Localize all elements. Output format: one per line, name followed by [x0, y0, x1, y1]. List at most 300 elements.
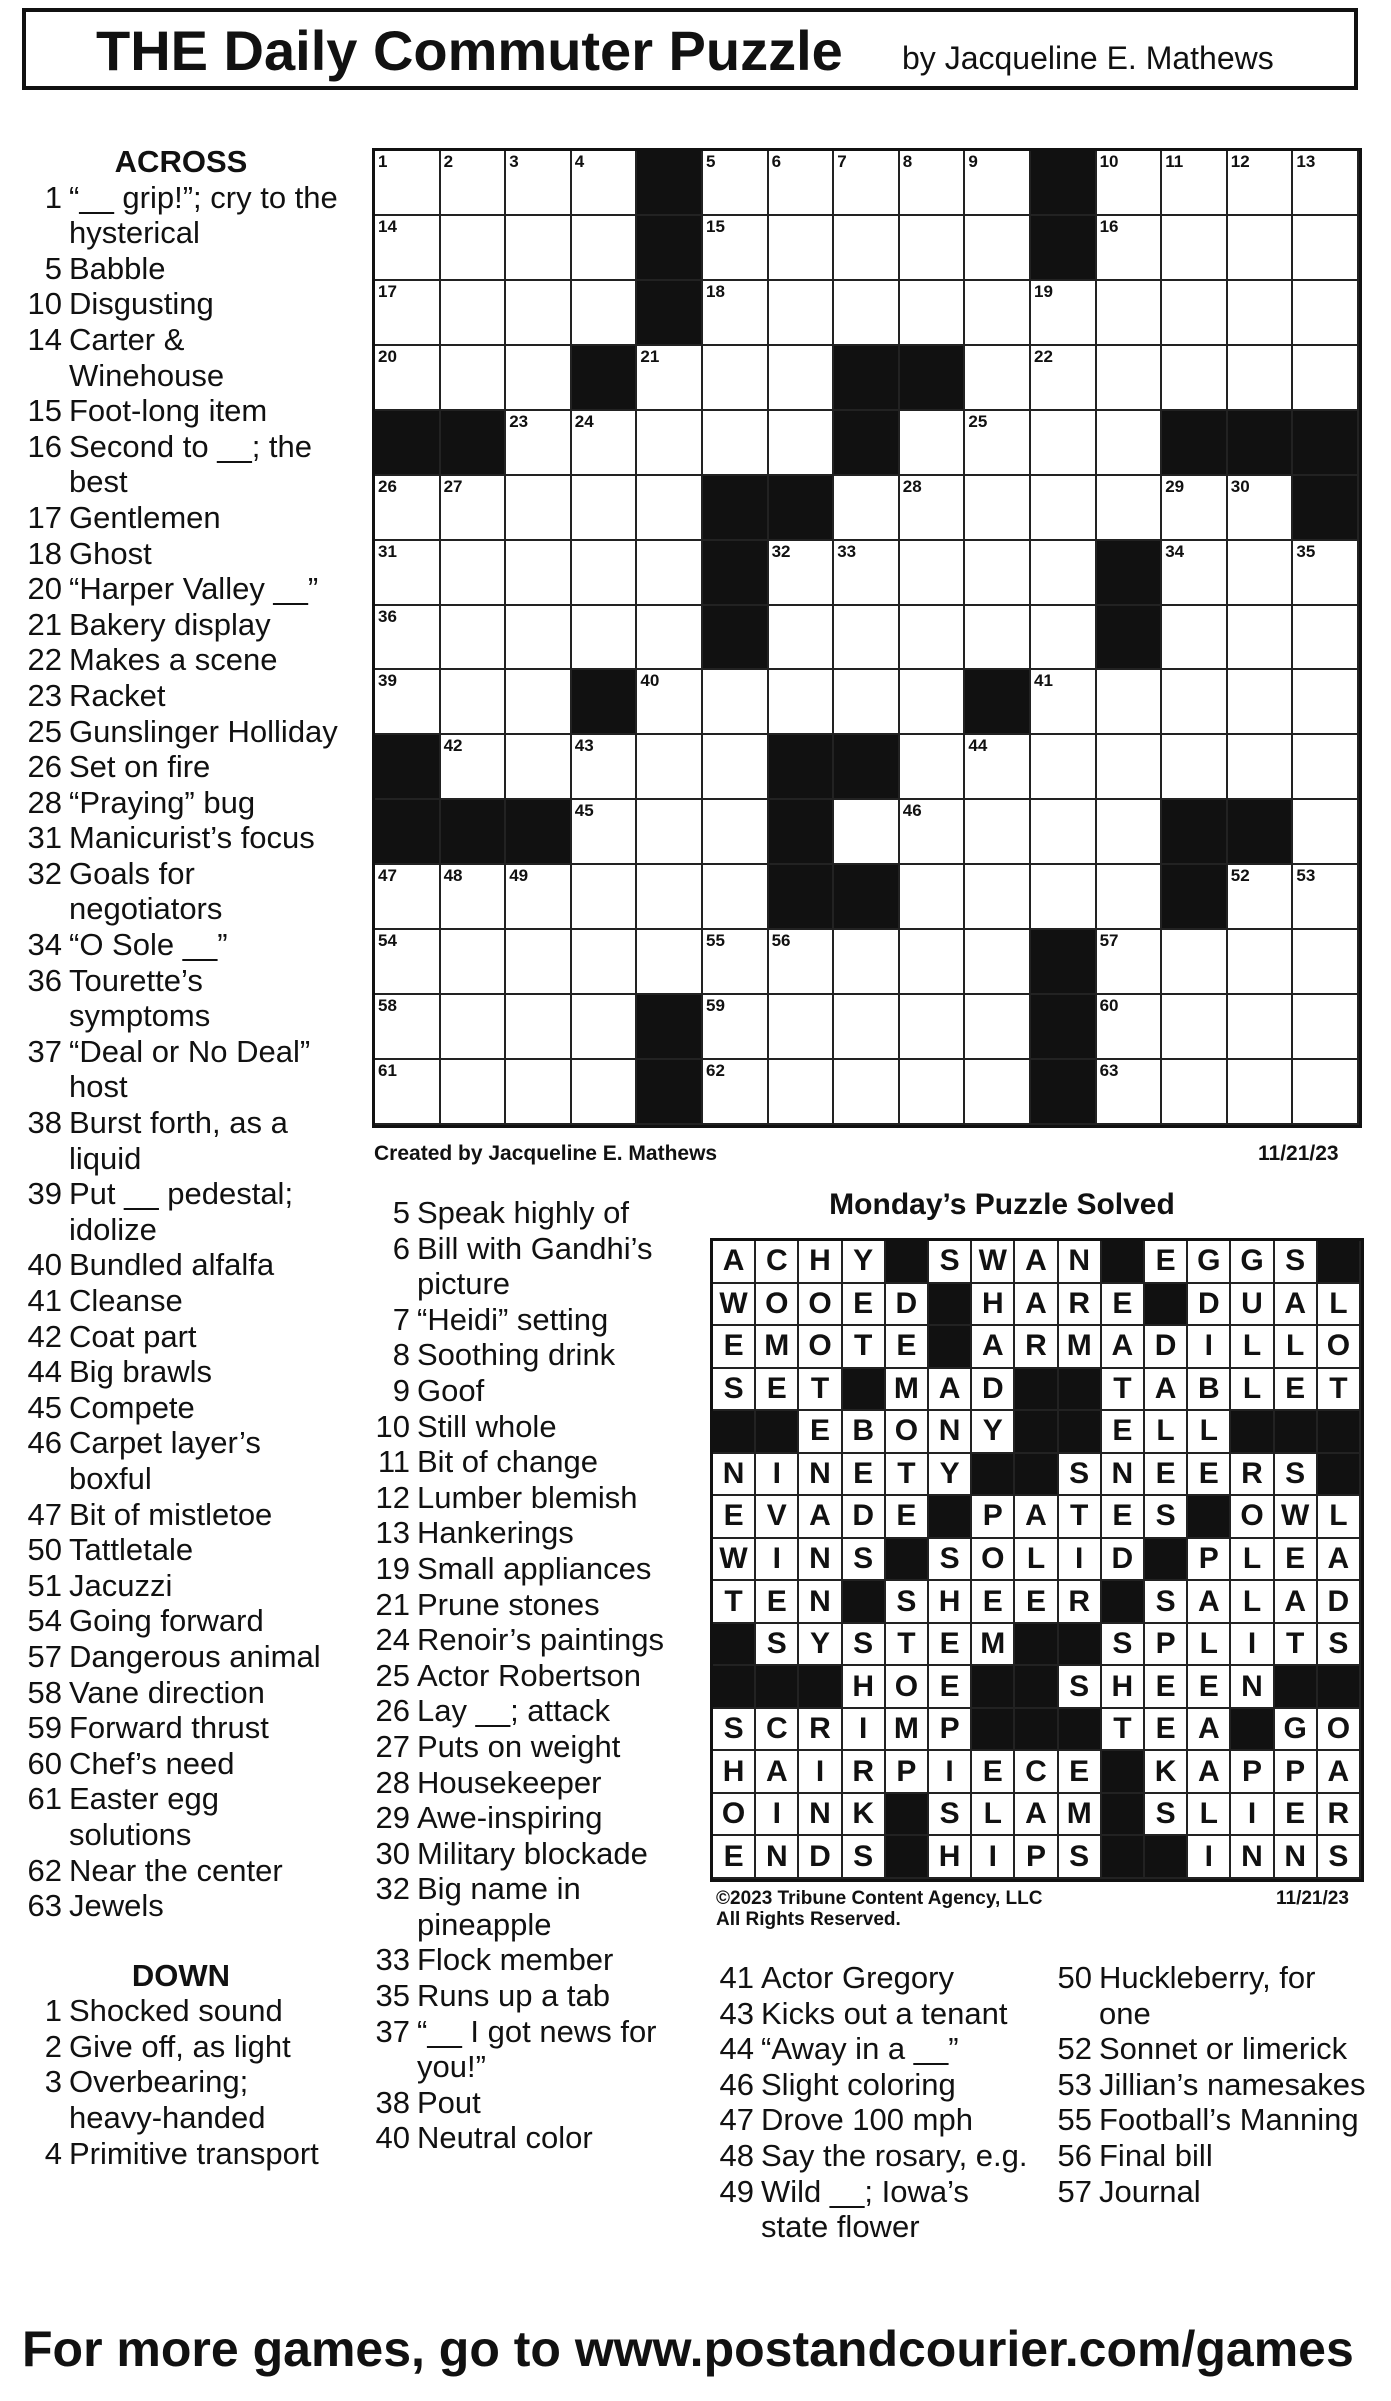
- cell-number: 43: [574, 736, 594, 756]
- grid-cell[interactable]: [506, 476, 572, 541]
- clue-number: 2: [44, 2028, 62, 2064]
- grid-cell[interactable]: [1162, 1060, 1228, 1125]
- clue-text: Huckleberry, for one: [1099, 1960, 1316, 2031]
- grid-cell[interactable]: [375, 930, 441, 995]
- solution-letter: O: [972, 1539, 1015, 1582]
- grid-cell[interactable]: [769, 346, 835, 411]
- grid-cell[interactable]: [769, 281, 835, 346]
- clue: [16, 251, 346, 287]
- grid-cell[interactable]: [506, 995, 572, 1060]
- grid-cell[interactable]: [1293, 930, 1359, 995]
- clue: [16, 963, 346, 1034]
- grid-cell[interactable]: [965, 541, 1031, 606]
- solution-letter: A: [799, 1496, 842, 1539]
- solution-letter: I: [1231, 1794, 1274, 1837]
- grid-cell[interactable]: [1097, 151, 1163, 216]
- clue-text: Jillian’s namesakes: [1099, 2066, 1366, 2102]
- solution-letter: A: [1015, 1284, 1058, 1327]
- solution-block: [1015, 1666, 1058, 1709]
- grid-cell[interactable]: [900, 800, 966, 865]
- grid-block: [703, 541, 769, 606]
- grid-cell[interactable]: [441, 346, 507, 411]
- solution-letter: I: [799, 1751, 842, 1794]
- clue-text: Wild __; Iowa’s state flower: [761, 2173, 969, 2245]
- grid-cell[interactable]: [834, 930, 900, 995]
- grid-cell[interactable]: [637, 930, 703, 995]
- grid-cell[interactable]: [572, 1060, 638, 1125]
- clue-text: Carpet layer’s boxful: [69, 1425, 261, 1496]
- clue-text: Bakery display: [69, 606, 271, 642]
- solution-letter: E: [1145, 1666, 1188, 1709]
- clue-text: Jacuzzi: [69, 1567, 173, 1603]
- grid-cell[interactable]: [834, 541, 900, 606]
- solution-block: [1102, 1794, 1145, 1837]
- grid-cell[interactable]: [769, 606, 835, 671]
- grid-cell[interactable]: [637, 541, 703, 606]
- grid-cell[interactable]: [900, 865, 966, 930]
- grid-cell[interactable]: [1228, 476, 1294, 541]
- solution-letter: N: [1102, 1454, 1145, 1497]
- grid-cell[interactable]: [1228, 541, 1294, 606]
- grid-cell[interactable]: [441, 1060, 507, 1125]
- clue-text: Tattletale: [69, 1532, 194, 1568]
- grid-cell[interactable]: [965, 930, 1031, 995]
- clue-text: Prune stones: [417, 1586, 600, 1622]
- solution-letter: M: [886, 1369, 929, 1412]
- grid-cell[interactable]: [703, 670, 769, 735]
- grid-cell[interactable]: [1293, 1060, 1359, 1125]
- grid-cell[interactable]: [1097, 800, 1163, 865]
- grid-cell[interactable]: [965, 606, 1031, 671]
- cell-number: 59: [706, 996, 725, 1016]
- grid-cell[interactable]: [1228, 151, 1294, 216]
- grid-cell[interactable]: [1228, 865, 1294, 930]
- grid-cell[interactable]: [506, 541, 572, 606]
- grid-cell[interactable]: [1228, 216, 1294, 281]
- grid-cell[interactable]: [637, 346, 703, 411]
- grid-cell[interactable]: [1228, 670, 1294, 735]
- grid-cell[interactable]: [375, 346, 441, 411]
- grid-cell[interactable]: [506, 930, 572, 995]
- grid-cell[interactable]: [769, 995, 835, 1060]
- grid-cell[interactable]: [900, 930, 966, 995]
- grid-cell[interactable]: [900, 541, 966, 606]
- grid-cell[interactable]: [1097, 1060, 1163, 1125]
- cell-number: 53: [1296, 866, 1316, 886]
- clue: [364, 1480, 694, 1516]
- clue-number: 22: [27, 642, 62, 678]
- grid-cell[interactable]: [1097, 411, 1163, 476]
- grid-cell[interactable]: [1228, 346, 1294, 411]
- clue-number: 20: [27, 571, 62, 607]
- cell-number: 2: [443, 152, 454, 171]
- grid-cell[interactable]: [1031, 800, 1097, 865]
- clue-text: Shocked sound: [69, 1993, 283, 2029]
- clue: [16, 1532, 346, 1568]
- grid-cell[interactable]: [375, 995, 441, 1060]
- grid-cell[interactable]: [1293, 735, 1359, 800]
- solution-letter: E: [1275, 1539, 1318, 1582]
- grid-cell[interactable]: [1097, 995, 1163, 1060]
- solution-block: [1015, 1369, 1058, 1412]
- grid-cell[interactable]: [1097, 865, 1163, 930]
- grid-cell[interactable]: [703, 865, 769, 930]
- grid-cell[interactable]: [572, 606, 638, 671]
- grid-cell[interactable]: [1031, 346, 1097, 411]
- grid-cell[interactable]: [1162, 541, 1228, 606]
- grid-cell[interactable]: [1293, 281, 1359, 346]
- solution-letter: D: [972, 1369, 1015, 1412]
- grid-cell[interactable]: [441, 606, 507, 671]
- grid-cell[interactable]: [572, 735, 638, 800]
- clue-number: 50: [1057, 1960, 1092, 1995]
- grid-cell[interactable]: [1031, 865, 1097, 930]
- solution-letter: D: [1102, 1539, 1145, 1582]
- clue-number: 59: [27, 1710, 62, 1746]
- grid-cell[interactable]: [900, 606, 966, 671]
- grid-cell[interactable]: [1228, 735, 1294, 800]
- grid-cell[interactable]: [1162, 346, 1228, 411]
- grid-cell[interactable]: [834, 800, 900, 865]
- grid-cell[interactable]: [572, 151, 638, 216]
- grid-cell[interactable]: [1293, 865, 1359, 930]
- grid-cell[interactable]: [441, 151, 507, 216]
- grid-cell[interactable]: [1293, 606, 1359, 671]
- grid-cell[interactable]: [769, 930, 835, 995]
- grid-cell[interactable]: [834, 606, 900, 671]
- grid-cell[interactable]: [506, 735, 572, 800]
- grid-cell[interactable]: [1162, 281, 1228, 346]
- grid-cell[interactable]: [375, 541, 441, 606]
- grid-cell[interactable]: [1097, 216, 1163, 281]
- grid-cell[interactable]: [965, 735, 1031, 800]
- grid-cell[interactable]: [1162, 735, 1228, 800]
- grid-cell[interactable]: [703, 411, 769, 476]
- clue-text: Kicks out a tenant: [761, 1995, 1008, 2031]
- grid-cell[interactable]: [572, 476, 638, 541]
- cell-number: 10: [1099, 152, 1119, 171]
- solution-letter: A: [1275, 1581, 1318, 1624]
- grid-cell[interactable]: [441, 670, 507, 735]
- grid-cell[interactable]: [572, 800, 638, 865]
- solution-letter: A: [1015, 1241, 1058, 1284]
- clue-text: “Deal or No Deal” host: [69, 1033, 311, 1105]
- clue: [708, 1960, 1038, 1996]
- clue: [364, 1444, 694, 1480]
- solution-letter: E: [886, 1496, 929, 1539]
- solution-letter: B: [843, 1411, 886, 1454]
- clue-text: Sonnet or limerick: [1099, 2031, 1348, 2067]
- solution-letter: M: [1059, 1794, 1102, 1837]
- grid-cell[interactable]: [506, 411, 572, 476]
- clue-text: Final bill: [1099, 2137, 1213, 2173]
- grid-cell[interactable]: [1293, 346, 1359, 411]
- grid-cell[interactable]: [1097, 346, 1163, 411]
- grid-cell[interactable]: [1031, 281, 1097, 346]
- grid-cell[interactable]: [637, 800, 703, 865]
- grid-cell[interactable]: [965, 995, 1031, 1060]
- grid-block: [769, 476, 835, 541]
- clue-number: 34: [27, 927, 62, 963]
- grid-cell[interactable]: [1293, 541, 1359, 606]
- grid-cell[interactable]: [441, 281, 507, 346]
- clue: [364, 1693, 694, 1729]
- grid-cell[interactable]: [1031, 735, 1097, 800]
- down-clues-col3: [708, 1960, 1038, 2245]
- grid-cell[interactable]: [965, 800, 1031, 865]
- solution-letter: O: [799, 1326, 842, 1369]
- solution-letter: T: [1318, 1369, 1361, 1412]
- cell-number: 26: [378, 476, 397, 496]
- solution-letter: D: [1145, 1326, 1188, 1369]
- clue: [16, 642, 346, 678]
- grid-block: [637, 1060, 703, 1125]
- cell-number: 5: [706, 152, 716, 171]
- clue-number: 55: [1057, 2102, 1092, 2138]
- grid-cell[interactable]: [441, 476, 507, 541]
- grid-cell[interactable]: [900, 411, 966, 476]
- grid-cell[interactable]: [703, 995, 769, 1060]
- clue-text: Ghost: [69, 535, 152, 571]
- grid-block: [703, 606, 769, 671]
- solution-letter: D: [799, 1836, 842, 1879]
- solution-letter: P: [1275, 1751, 1318, 1794]
- grid-cell[interactable]: [1228, 606, 1294, 671]
- solution-letter: G: [1275, 1709, 1318, 1752]
- grid-cell[interactable]: [769, 541, 835, 606]
- clue: [708, 2138, 1038, 2174]
- crossword-grid[interactable]: [372, 148, 1362, 1128]
- grid-cell[interactable]: [375, 151, 441, 216]
- clue-text: Big brawls: [69, 1354, 212, 1390]
- grid-block: [769, 735, 835, 800]
- grid-cell[interactable]: [637, 670, 703, 735]
- grid-cell[interactable]: [900, 151, 966, 216]
- cell-number: 20: [378, 346, 397, 366]
- grid-cell[interactable]: [572, 216, 638, 281]
- solution-letter: H: [929, 1836, 972, 1879]
- grid-cell[interactable]: [1097, 735, 1163, 800]
- grid-cell[interactable]: [1228, 281, 1294, 346]
- solution-block: [1188, 1496, 1231, 1539]
- solution-letter: A: [1188, 1581, 1231, 1624]
- grid-cell[interactable]: [375, 670, 441, 735]
- grid-cell[interactable]: [834, 995, 900, 1060]
- grid-cell[interactable]: [834, 1060, 900, 1125]
- grid-cell[interactable]: [1293, 151, 1359, 216]
- grid-block: [375, 800, 441, 865]
- grid-cell[interactable]: [375, 606, 441, 671]
- grid-cell[interactable]: [1031, 476, 1097, 541]
- grid-cell[interactable]: [900, 476, 966, 541]
- grid-cell[interactable]: [1293, 216, 1359, 281]
- grid-cell[interactable]: [441, 216, 507, 281]
- grid-cell[interactable]: [834, 670, 900, 735]
- grid-cell[interactable]: [506, 216, 572, 281]
- grid-cell[interactable]: [703, 346, 769, 411]
- grid-cell[interactable]: [965, 865, 1031, 930]
- grid-cell[interactable]: [834, 281, 900, 346]
- solution-block: [1059, 1709, 1102, 1752]
- grid-cell[interactable]: [965, 216, 1031, 281]
- grid-cell[interactable]: [1228, 995, 1294, 1060]
- grid-cell[interactable]: [1293, 670, 1359, 735]
- grid-cell[interactable]: [900, 735, 966, 800]
- grid-cell[interactable]: [769, 216, 835, 281]
- grid-cell[interactable]: [572, 865, 638, 930]
- clue: [16, 1993, 346, 2029]
- grid-cell[interactable]: [441, 995, 507, 1060]
- clue-number: 14: [27, 321, 62, 357]
- grid-cell[interactable]: [506, 865, 572, 930]
- grid-cell[interactable]: [1031, 606, 1097, 671]
- clue-text: “Praying” bug: [69, 784, 256, 820]
- solution-letter: E: [886, 1326, 929, 1369]
- grid-cell[interactable]: [703, 930, 769, 995]
- grid-cell[interactable]: [1228, 1060, 1294, 1125]
- grid-cell[interactable]: [637, 476, 703, 541]
- grid-cell[interactable]: [506, 670, 572, 735]
- solution-letter: H: [799, 1241, 842, 1284]
- grid-cell[interactable]: [572, 541, 638, 606]
- solution-letter: R: [1231, 1454, 1274, 1497]
- cell-number: 29: [1165, 476, 1185, 496]
- solution-letter: W: [1275, 1496, 1318, 1539]
- clue-text: Still whole: [417, 1408, 557, 1444]
- grid-cell[interactable]: [1162, 606, 1228, 671]
- clue-number: 60: [27, 1745, 62, 1781]
- solution-block: [929, 1326, 972, 1369]
- grid-cell[interactable]: [572, 995, 638, 1060]
- grid-cell[interactable]: [572, 411, 638, 476]
- grid-cell[interactable]: [1162, 216, 1228, 281]
- grid-cell[interactable]: [375, 281, 441, 346]
- grid-cell[interactable]: [965, 151, 1031, 216]
- grid-cell[interactable]: [506, 281, 572, 346]
- grid-cell[interactable]: [965, 411, 1031, 476]
- grid-cell[interactable]: [900, 1060, 966, 1125]
- grid-cell[interactable]: [703, 1060, 769, 1125]
- grid-cell[interactable]: [834, 216, 900, 281]
- grid-cell[interactable]: [1031, 541, 1097, 606]
- grid-cell[interactable]: [900, 670, 966, 735]
- clue: [364, 1658, 694, 1694]
- grid-cell[interactable]: [506, 151, 572, 216]
- grid-cell[interactable]: [1097, 281, 1163, 346]
- clue-number: 32: [27, 855, 62, 891]
- grid-block: [637, 216, 703, 281]
- clue-text: Pout: [417, 2084, 481, 2120]
- clue-number: 25: [375, 1657, 410, 1693]
- grid-cell[interactable]: [900, 995, 966, 1060]
- grid-cell[interactable]: [965, 346, 1031, 411]
- clue-number: 57: [27, 1638, 62, 1674]
- grid-cell[interactable]: [1162, 995, 1228, 1060]
- solution-letter: E: [1145, 1241, 1188, 1284]
- grid-cell[interactable]: [769, 1060, 835, 1125]
- grid-block: [834, 411, 900, 476]
- clue-text: Awe-inspiring: [417, 1800, 603, 1836]
- grid-cell[interactable]: [769, 670, 835, 735]
- grid-cell[interactable]: [1097, 476, 1163, 541]
- solution-letter: N: [1231, 1836, 1274, 1879]
- grid-cell[interactable]: [637, 865, 703, 930]
- solution-letter: S: [929, 1794, 972, 1837]
- clue: [364, 1622, 694, 1658]
- grid-cell[interactable]: [441, 541, 507, 606]
- cell-number: 44: [968, 736, 988, 756]
- cell-number: 34: [1165, 541, 1185, 561]
- grid-cell[interactable]: [572, 930, 638, 995]
- solution-letter: E: [1145, 1454, 1188, 1497]
- grid-cell[interactable]: [1162, 930, 1228, 995]
- grid-cell[interactable]: [1031, 670, 1097, 735]
- grid-cell[interactable]: [441, 930, 507, 995]
- grid-cell[interactable]: [506, 346, 572, 411]
- grid-cell[interactable]: [1293, 800, 1359, 865]
- grid-cell[interactable]: [1228, 930, 1294, 995]
- grid-cell[interactable]: [703, 800, 769, 865]
- grid-cell[interactable]: [1097, 670, 1163, 735]
- grid-cell[interactable]: [965, 1060, 1031, 1125]
- grid-cell[interactable]: [703, 151, 769, 216]
- grid-cell[interactable]: [441, 865, 507, 930]
- grid-cell[interactable]: [637, 606, 703, 671]
- solution-letter: M: [886, 1709, 929, 1752]
- solution-letter: L: [1231, 1581, 1274, 1624]
- grid-cell[interactable]: [375, 476, 441, 541]
- grid-cell[interactable]: [703, 735, 769, 800]
- grid-cell[interactable]: [1031, 411, 1097, 476]
- clue-text: Lay __; attack: [417, 1693, 611, 1729]
- grid-cell[interactable]: [900, 281, 966, 346]
- solution-letter: I: [843, 1709, 886, 1752]
- grid-cell[interactable]: [375, 1060, 441, 1125]
- grid-cell[interactable]: [441, 735, 507, 800]
- grid-block: [506, 800, 572, 865]
- grid-cell[interactable]: [506, 606, 572, 671]
- grid-cell[interactable]: [769, 411, 835, 476]
- clue-text: Dangerous animal: [69, 1638, 321, 1674]
- solution-letter: E: [1102, 1284, 1145, 1327]
- grid-cell[interactable]: [900, 216, 966, 281]
- grid-cell[interactable]: [703, 216, 769, 281]
- cell-number: 60: [1099, 996, 1119, 1016]
- grid-cell[interactable]: [703, 281, 769, 346]
- grid-cell[interactable]: [1162, 670, 1228, 735]
- grid-cell[interactable]: [506, 1060, 572, 1125]
- grid-cell[interactable]: [965, 281, 1031, 346]
- grid-cell[interactable]: [572, 281, 638, 346]
- grid-cell[interactable]: [1162, 476, 1228, 541]
- grid-cell[interactable]: [834, 476, 900, 541]
- grid-cell[interactable]: [769, 151, 835, 216]
- grid-cell[interactable]: [1162, 151, 1228, 216]
- solution-letter: D: [843, 1496, 886, 1539]
- footer-link-text[interactable]: For more games, go to www.postandcourier.com/games: [22, 2321, 1354, 2377]
- grid-cell[interactable]: [375, 216, 441, 281]
- solution-letter: S: [713, 1709, 756, 1752]
- cell-number: 17: [378, 281, 397, 301]
- grid-cell[interactable]: [1097, 930, 1163, 995]
- grid-cell[interactable]: [637, 411, 703, 476]
- grid-cell[interactable]: [637, 735, 703, 800]
- grid-cell[interactable]: [834, 151, 900, 216]
- grid-cell[interactable]: [1293, 995, 1359, 1060]
- grid-cell[interactable]: [965, 476, 1031, 541]
- grid-cell[interactable]: [375, 865, 441, 930]
- solution-letter: E: [713, 1326, 756, 1369]
